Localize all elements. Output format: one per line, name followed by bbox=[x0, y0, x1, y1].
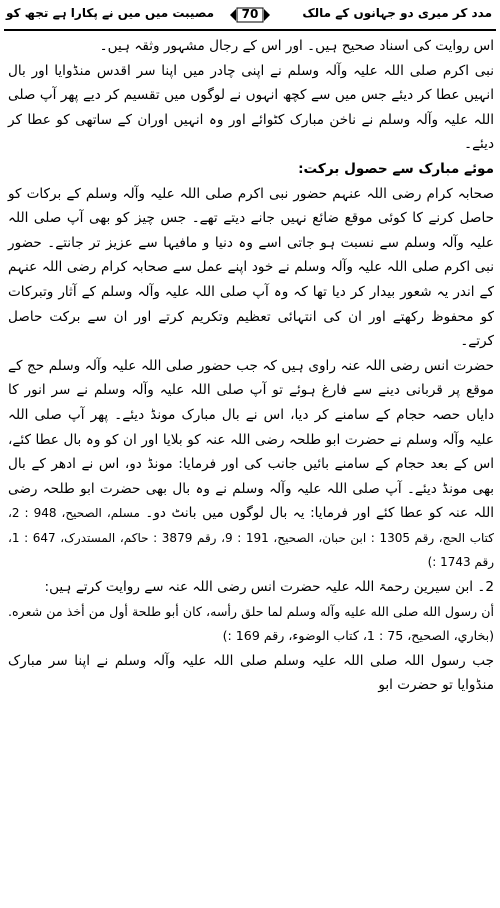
paragraph-ibn-sirin: 2۔ ابن سیرین رحمۃ اللہ علیہ حضرت انس رضی اللہ عنہ سے روایت کرتے ہیں: bbox=[44, 579, 494, 596]
paragraph-hair-distribution: نبی اکرم صلی اللہ علیہ وآلہ وسلم نے اپنی چادر میں اپنا سر اقدس منڈوایا اور بال انہیں عطا کر دیئے جس میں سے کچھ انہوں نے لوگوں میں تقسیم کر دیے پھر آپ صلی اللہ علیہ وآلہ وسلم نے ناخن مبارک کٹوائے اور وہ انہیں اوران کے ساتھی کو عطا کر دیئے۔ bbox=[8, 62, 494, 153]
paragraph-translation: جب رسول اللہ صلی اللہ علیہ وسلم صلی اللہ علیہ وآلہ وسلم نے اپنا سر مبارک منڈوایا تو حضرت ابو bbox=[8, 652, 494, 694]
page-header bbox=[0, 0, 500, 30]
paragraph-anas-narration bbox=[8, 354, 494, 575]
section-heading: موئے مبارک سے حصول برکت: bbox=[298, 160, 494, 177]
arabic-quote: أن رسول الله صلى الله عليه وآله وسلم لما حلق رأسه، كان أبو طلحة أول من أخذ من شعره. (بخاري، الصحيح، 75 : 1، كتاب الوضوء، رقم 169 :) bbox=[8, 603, 494, 644]
narration-text: حضرت انس رضی اللہ عنہ راوی ہیں کہ جب حضور صلی اللہ علیہ وآلہ وسلم حج کے موقع پر قربانی دینے سے فارغ ہوئے تو آپ صلی اللہ علیہ وآلہ وسلم نے سر انور کا دایاں حصہ حجام کے سامنے کر دیا، اس نے بال مبارک مونڈ دیئے۔ پھر آپ صلی اللہ علیہ وآلہ وسلم نے حضرت ابو طلحہ رضی اللہ عنہ کو بلایا اور ان کو وہ بال عطا کئے، اس کے بعد حجام کے سامنے بائیں جانب کی اور فرمایا: مونڈ دو، اس نے ادھر کے بال بھی مونڈ دیئے۔ آپ صلی اللہ علیہ وآلہ وسلم نے وہ بال بھی حضرت ابو طلحہ رضی اللہ عنہ کو عطا کئے اور فرمایا: یہ بال لوگوں میں بانٹ دو۔ bbox=[8, 357, 495, 522]
page-number: 70 bbox=[241, 7, 259, 21]
page-number-badge bbox=[228, 4, 272, 26]
paragraph-companions-blessing: صحابہ کرام رضی اللہ عنہم حضور نبی اکرم صلی اللہ علیہ وآلہ وسلم کے برکات کو حاصل کرنے کا کوئی موقع ضائع نہیں جانے دیتے تھے۔ جس چیز کو بھی آپ صلی اللہ علیہ وآلہ وسلم سے نسبت ہو جاتی اسے وہ دنیا و مافیہا سے عزیز تر جانتے۔ حضور نبی اکرم صلی اللہ علیہ وآلہ وسلم نے خود اپنے عمل سے صحابہ کرام رضی اللہ عنہم کے اندر یہ شعور بیدار کر دیا تھا کہ وہ آپ صلی اللہ علیہ وآلہ وسلم کے آثار وتبرکات کو محفوظ رکھتے اور ان کی انتہائی تعظیم وتکریم کرتے اور ان سے برکت حاصل کرتے۔ bbox=[8, 185, 494, 350]
header-title-left: مصیبت میں میں نے پکارا ہے تجھ کو bbox=[6, 6, 215, 20]
page-body bbox=[8, 34, 494, 908]
reference-citation: مسلم، الصحیح، 948 : 2، کتاب الحج، رقم 1305 : ابن حبان، الصحیح، 191 : 9، رقم 3879 : حاکم، المستدرک، 647 : 1، رقم 1743 :) bbox=[8, 506, 494, 570]
header-title-right: مدد کر میری دو جہانوں کے مالک bbox=[302, 6, 492, 20]
header-rule bbox=[4, 29, 496, 31]
paragraph-isnad: اس روایت کی اسناد صحیح ہیں۔ اور اس کے رجال مشہور وثقہ ہیں۔ bbox=[99, 38, 494, 54]
